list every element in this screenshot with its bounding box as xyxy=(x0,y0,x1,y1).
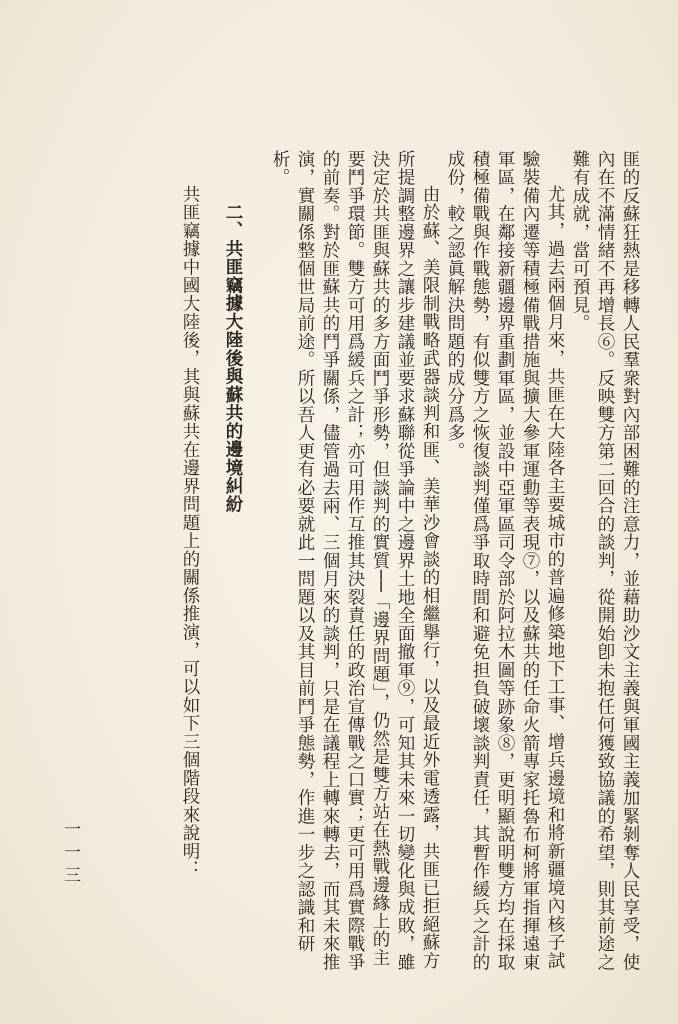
section-heading: 二、共匪竊據大陸後與蘇共的邊境糾紛 xyxy=(223,202,243,513)
paragraph-2: 尤其，過去兩個月來，共匪在大陸各主要城市的普遍修築地下工事、增兵邊境和將新疆境內核子試驗裝備內遷等積極備戰措施與擴大參軍運動等表現⑦，以及蘇共的任命火箭專家托魯布柯將軍指揮遠東軍區，在鄰接新疆邊界重劃軍區，並設中亞軍區司令部於阿拉木圖等跡象⑧，更明顯說明雙方均在採取積極備戰與作戰態勢，有似雙方之恢復談判僅爲爭取時間和避免担負破壞談判責任，其暫作緩兵之計的成份，較之認眞解決問題的成分爲多。 xyxy=(445,150,565,972)
page-number: 一一三 xyxy=(60,820,80,889)
paragraph-4: 共匪竊據中國大陸後，其與蘇共在邊界問題上的關係推演，可以如下三個階段來說明： xyxy=(180,185,200,879)
paragraph-3: 由於蘇、美限制戰略武器談判和匪、美華沙會談的相繼擧行，以及最近外電透露，共匪已拒絕蘇方所提調整邊界之讓步建議並要求蘇聯從爭論中之邊界土地全面撤軍⑨，可知其未來一切變化與成敗，雖決定於共匪與蘇共的多方面鬥爭形勢，但談判的實質──「邊界問題」，仍然是雙方站在熱戰邊緣上的主要鬥爭環節。雙方可用爲緩兵之計；亦可用作互推其決裂責任的政治宣傳戰之口實；更可用爲實際戰爭的前奏。對於匪蘇共的鬥爭關係，儘管過去兩、三個月來的談判，只是在議程上轉來轉去，而其未來推演，實關係整個世局前途。所以吾人更有必要就此一問題以及其目前鬥爭態勢，作進一步之認識和研析。 xyxy=(270,150,440,972)
body-text-block xyxy=(177,150,642,980)
paragraph-1: 匪的反蘇狂熱是移轉人民羣衆對內部困難的注意力，並藉助沙文主義與軍國主義加緊剝奪人民享受，使內在不滿情緒不再增長⑥。反映雙方第二回合的談判，從開始卽未抱任何獲致協議的希望，則其前途之難有成就，當可預見。 xyxy=(570,150,640,972)
